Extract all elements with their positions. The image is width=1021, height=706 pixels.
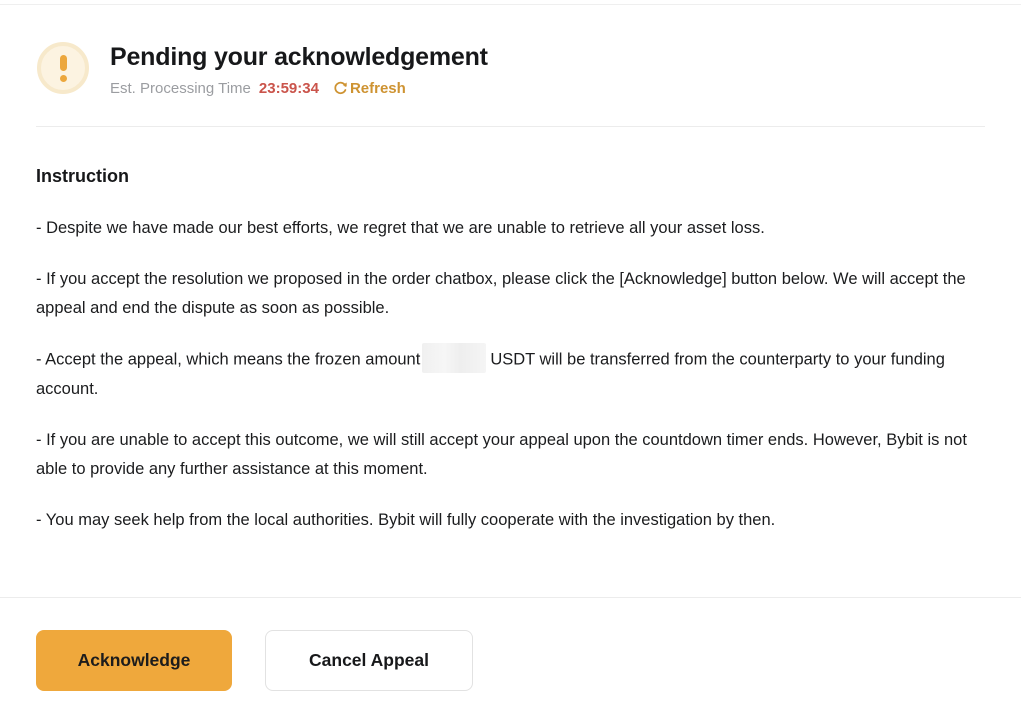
instruction-bullet bbox=[36, 345, 985, 404]
bullet-text: - Despite we have made our best efforts, we regret that we are unable to retrieve all your asset loss. bbox=[36, 219, 765, 237]
countdown-timer: 23:59:34 bbox=[258, 80, 319, 97]
refresh-label: Refresh bbox=[349, 80, 406, 97]
instruction-bullet-list bbox=[36, 214, 985, 535]
bullet-text: - If you are unable to accept this outcome, we will still accept your appeal upon the countdown timer ends. However, Bybit is not able to provide any further assistance at this moment. bbox=[36, 431, 967, 478]
est-processing-label: Est. Processing Time bbox=[110, 80, 251, 97]
acknowledge-button[interactable]: Acknowledge bbox=[36, 630, 232, 691]
page-title: Pending your acknowledgement bbox=[110, 43, 488, 71]
instruction-bullet bbox=[36, 426, 985, 484]
exclamation-icon bbox=[60, 55, 67, 82]
bullet-text: - You may seek help from the local authorities. Bybit will fully cooperate with the investigation by then. bbox=[36, 511, 776, 529]
instruction-bullet bbox=[36, 214, 985, 243]
refresh-button[interactable] bbox=[333, 80, 406, 97]
instruction-section bbox=[0, 127, 1021, 535]
instruction-bullet bbox=[36, 265, 985, 323]
status-header bbox=[0, 5, 1021, 97]
redacted-amount bbox=[422, 343, 486, 373]
refresh-icon bbox=[333, 81, 348, 96]
bullet-text: - If you accept the resolution we proposed in the order chatbox, please click the [Acknowledge] button below. We will accept the appeal and end the dispute as soon as possible. bbox=[36, 270, 966, 317]
warning-icon bbox=[37, 42, 89, 94]
bullet-text: - Accept the appeal, which means the frozen amount bbox=[36, 350, 421, 369]
appeal-status-page bbox=[0, 4, 1021, 706]
instruction-heading: Instruction bbox=[36, 166, 129, 186]
bullet-text: USDT will be transferred from the counterparty to your funding account. bbox=[36, 350, 945, 398]
instruction-bullet bbox=[36, 506, 985, 535]
cancel-appeal-button[interactable]: Cancel Appeal bbox=[265, 630, 473, 691]
action-button-row bbox=[0, 598, 1021, 691]
